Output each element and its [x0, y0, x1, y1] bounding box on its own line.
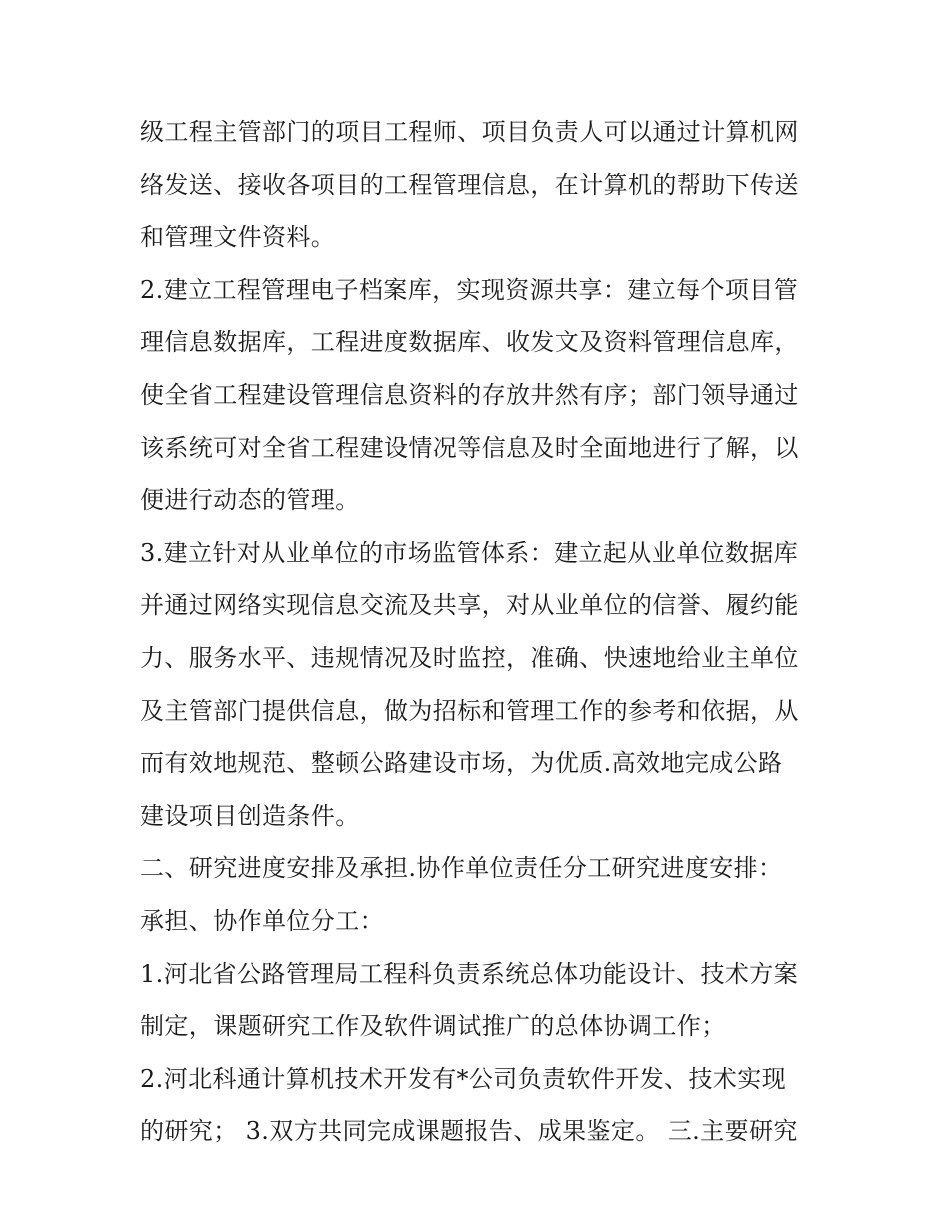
text-line: 便进行动态的管理。 [140, 486, 360, 515]
text-line: 二、研究进度安排及承担.协作单位责任分工研究进度安排： [140, 854, 783, 883]
text-line: 建设项目创造条件。 [140, 801, 360, 830]
text-line: 络发送、接收各项目的工程管理信息，在计算机的帮助下传送 [140, 170, 799, 199]
text-line: 该系统可对全省工程建设情况等信息及时全面地进行了解，以 [140, 433, 799, 462]
text-line: 3.建立针对从业单位的市场监管体系：建立起从业单位数据库 [140, 538, 799, 567]
text-line: 承担、协作单位分工： [140, 906, 384, 935]
text-line: 并通过网络实现信息交流及共享，对从业单位的信誉、履约能 [140, 591, 799, 620]
text-line: 力、服务水平、违规情况及时监控，准确、快速地给业主单位 [140, 643, 799, 672]
text-line: 2.建立工程管理电子档案库，实现资源共享：建立每个项目管 [140, 275, 799, 304]
text-line: 级工程主管部门的项目工程师、项目负责人可以通过计算机网 [140, 118, 799, 146]
text-line: 2.河北科通计算机技术开发有*公司负责软件开发、技术实现 [140, 1064, 787, 1093]
text-line: 制定，课题研究工作及软件调试推广的总体协调工作； [140, 1012, 726, 1041]
text-line: 及主管部门提供信息，做为招标和管理工作的参考和依据，从 [140, 696, 799, 725]
text-line: 理信息数据库，工程进度数据库、收发文及资料管理信息库， [140, 328, 799, 357]
text-line: 和管理文件资料。 [140, 223, 336, 252]
text-line: 而有效地规范、整顿公路建设市场，为优质.高效地完成公路 [140, 749, 783, 778]
text-line: 1.河北省公路管理局工程科负责系统总体功能设计、技术方案 [140, 959, 799, 988]
text-line: 的研究； 3.双方共同完成课题报告、成果鉴定。 三.主要研究 [140, 1117, 798, 1146]
body-text [140, 106, 820, 1158]
text-line: 使全省工程建设管理信息资料的存放井然有序；部门领导通过 [140, 380, 799, 409]
